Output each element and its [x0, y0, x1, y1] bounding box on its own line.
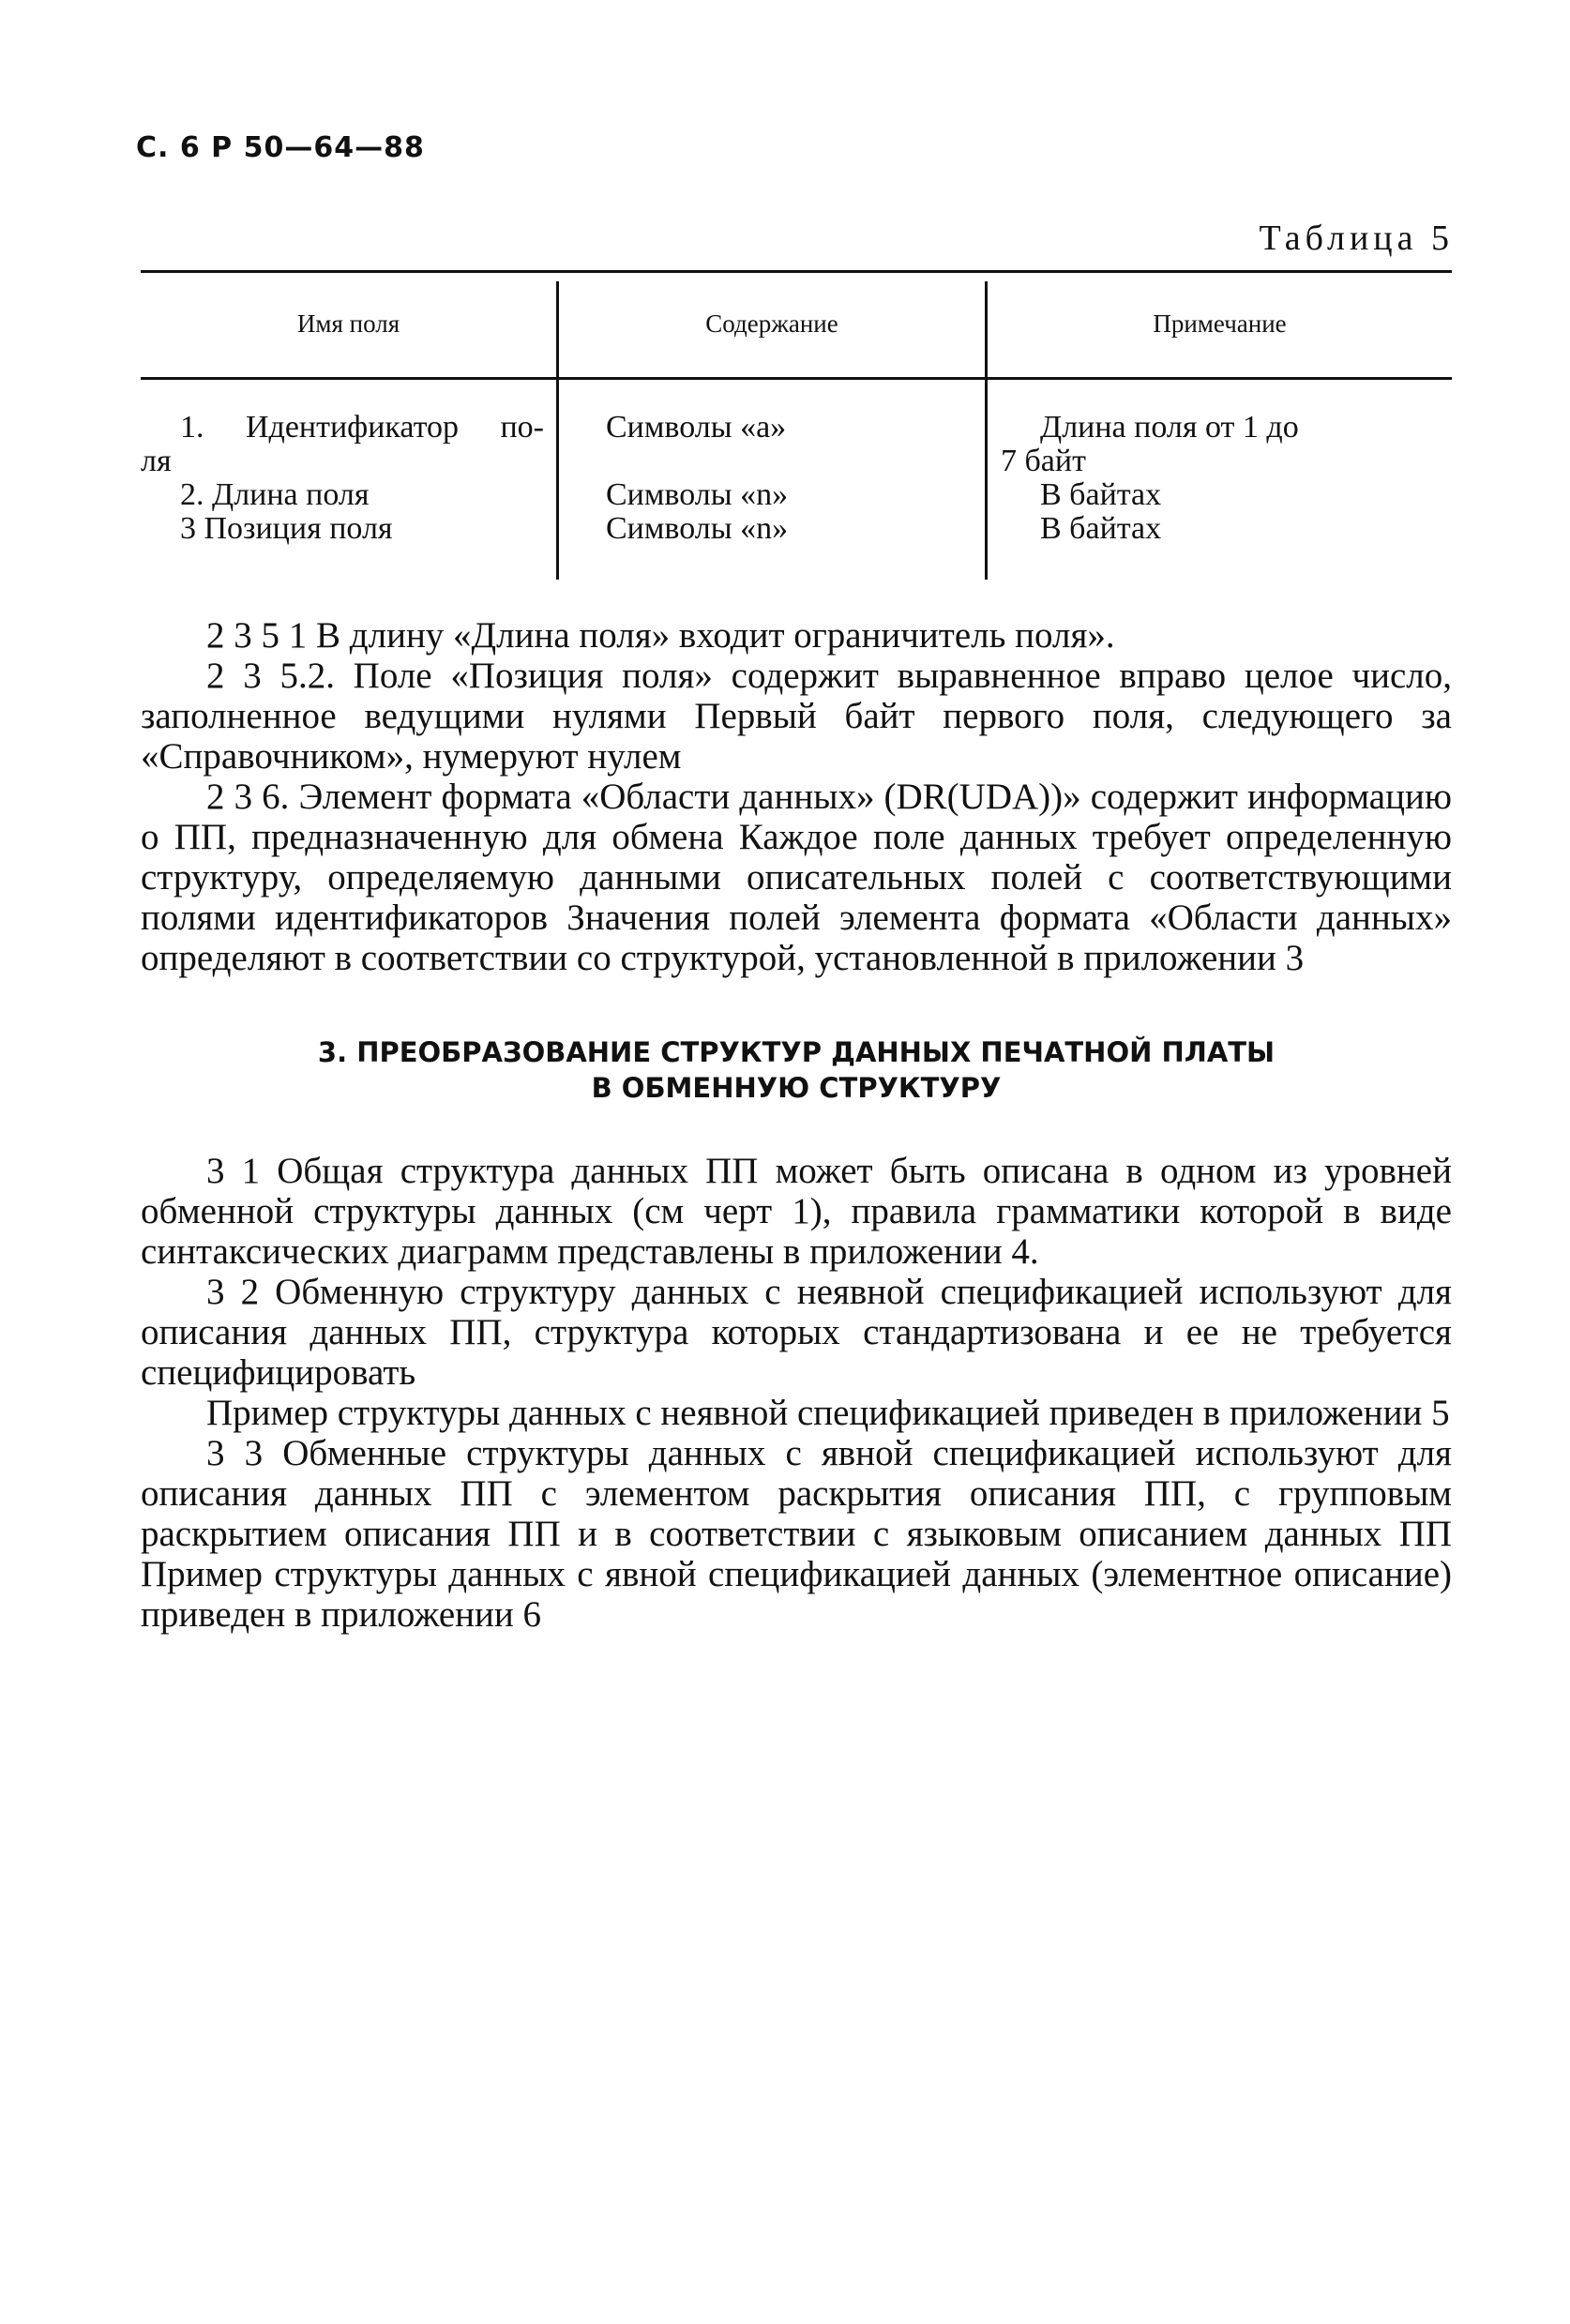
field-note-line: В байтах — [1040, 511, 1162, 546]
field-name-cell — [141, 411, 544, 478]
paragraph-3-2-example: Пример структуры данных с неявной спецификацией приведен в приложении 5 — [206, 1393, 1450, 1433]
paragraph-2-3-6: 2 3 6. Элемент формата «Области данных» (DR(UDA))» содержит информацию о ПП, предназначенную для обмена Каждое поле данных требует определенную структуру, определяемую данными описательных полей с соответствующими полями идентификаторов Значения полей элемента формата «Области данных» определяют в соответствии со структурой, установленной в приложении 3 — [141, 777, 1452, 978]
field-name-cell — [141, 512, 544, 546]
table-caption: Таблица 5 — [1259, 219, 1454, 258]
field-content-cell: Символы «а» — [606, 410, 787, 445]
section-title-line: 3. ПРЕОБРАЗОВАНИЕ СТРУКТУР ДАННЫХ ПЕЧАТНОЙ ПЛАТЫ — [317, 1036, 1276, 1068]
paragraph-3-2: 3 2 Обменную структуру данных с неявной спецификацией используют для описания данных ПП, структура которых стандартизована и ее не требуется специфицировать — [141, 1272, 1452, 1393]
field-note-line: 7 байт — [1001, 444, 1086, 478]
field-note-line: В байтах — [1040, 477, 1162, 512]
data-table — [141, 270, 1452, 580]
field-note-cell — [1001, 478, 1442, 512]
field-name-line: 2. Длина поля — [180, 477, 370, 512]
body-text — [141, 615, 1452, 1635]
field-content-cell: Символы «n» — [606, 511, 789, 546]
table-top-rule — [141, 270, 1452, 273]
section-title — [141, 1034, 1452, 1106]
column-header-content: Содержание — [705, 309, 838, 338]
column-header-note: Примечание — [1153, 309, 1287, 338]
page-header: С. 6 Р 50—64—88 — [136, 131, 425, 164]
field-note-cell — [1001, 512, 1442, 546]
paragraph-3-3: 3 3 Обменные структуры данных с явной спецификацией используют для описания данных ПП с элементом раскрытия описания ПП, с групповым раскрытием описания ПП и в соответствии с языковым описанием данных ПП Пример структуры данных с явной спецификацией данных (элементное описание) приведен в приложении 6 — [141, 1433, 1452, 1635]
section-title-line: В ОБМЕННУЮ СТРУКТУРУ — [591, 1072, 1002, 1104]
paragraph-3-1: 3 1 Общая структура данных ПП может быть описана в одном из уровней обменной структуры данных (см черт 1), правила грамматики которой в виде синтаксических диаграмм представлены в приложении 4. — [141, 1151, 1452, 1272]
paragraph-2-3-5-2: 2 3 5.2. Поле «Позиция поля» содержит выравненное вправо целое число, заполненное ведущими нулями Первый байт первого поля, следующего за «Справочником», нумеруют нулем — [141, 656, 1452, 777]
field-content-cell: Символы «n» — [606, 477, 789, 512]
field-name-cell — [141, 478, 544, 512]
field-name-line: ля — [141, 444, 172, 478]
paragraph-2-3-5-1: 2 3 5 1 В длину «Длина поля» входит ограничитель поля». — [206, 615, 1115, 656]
table-header-rule — [141, 377, 1452, 380]
field-name-line: 3 Позиция поля — [180, 511, 393, 546]
field-name-line: 1. Идентификатор по- — [180, 410, 544, 445]
field-note-line: Длина поля от 1 до — [1040, 410, 1299, 445]
field-note-cell — [1001, 411, 1442, 478]
column-header-name: Имя поля — [296, 309, 400, 338]
